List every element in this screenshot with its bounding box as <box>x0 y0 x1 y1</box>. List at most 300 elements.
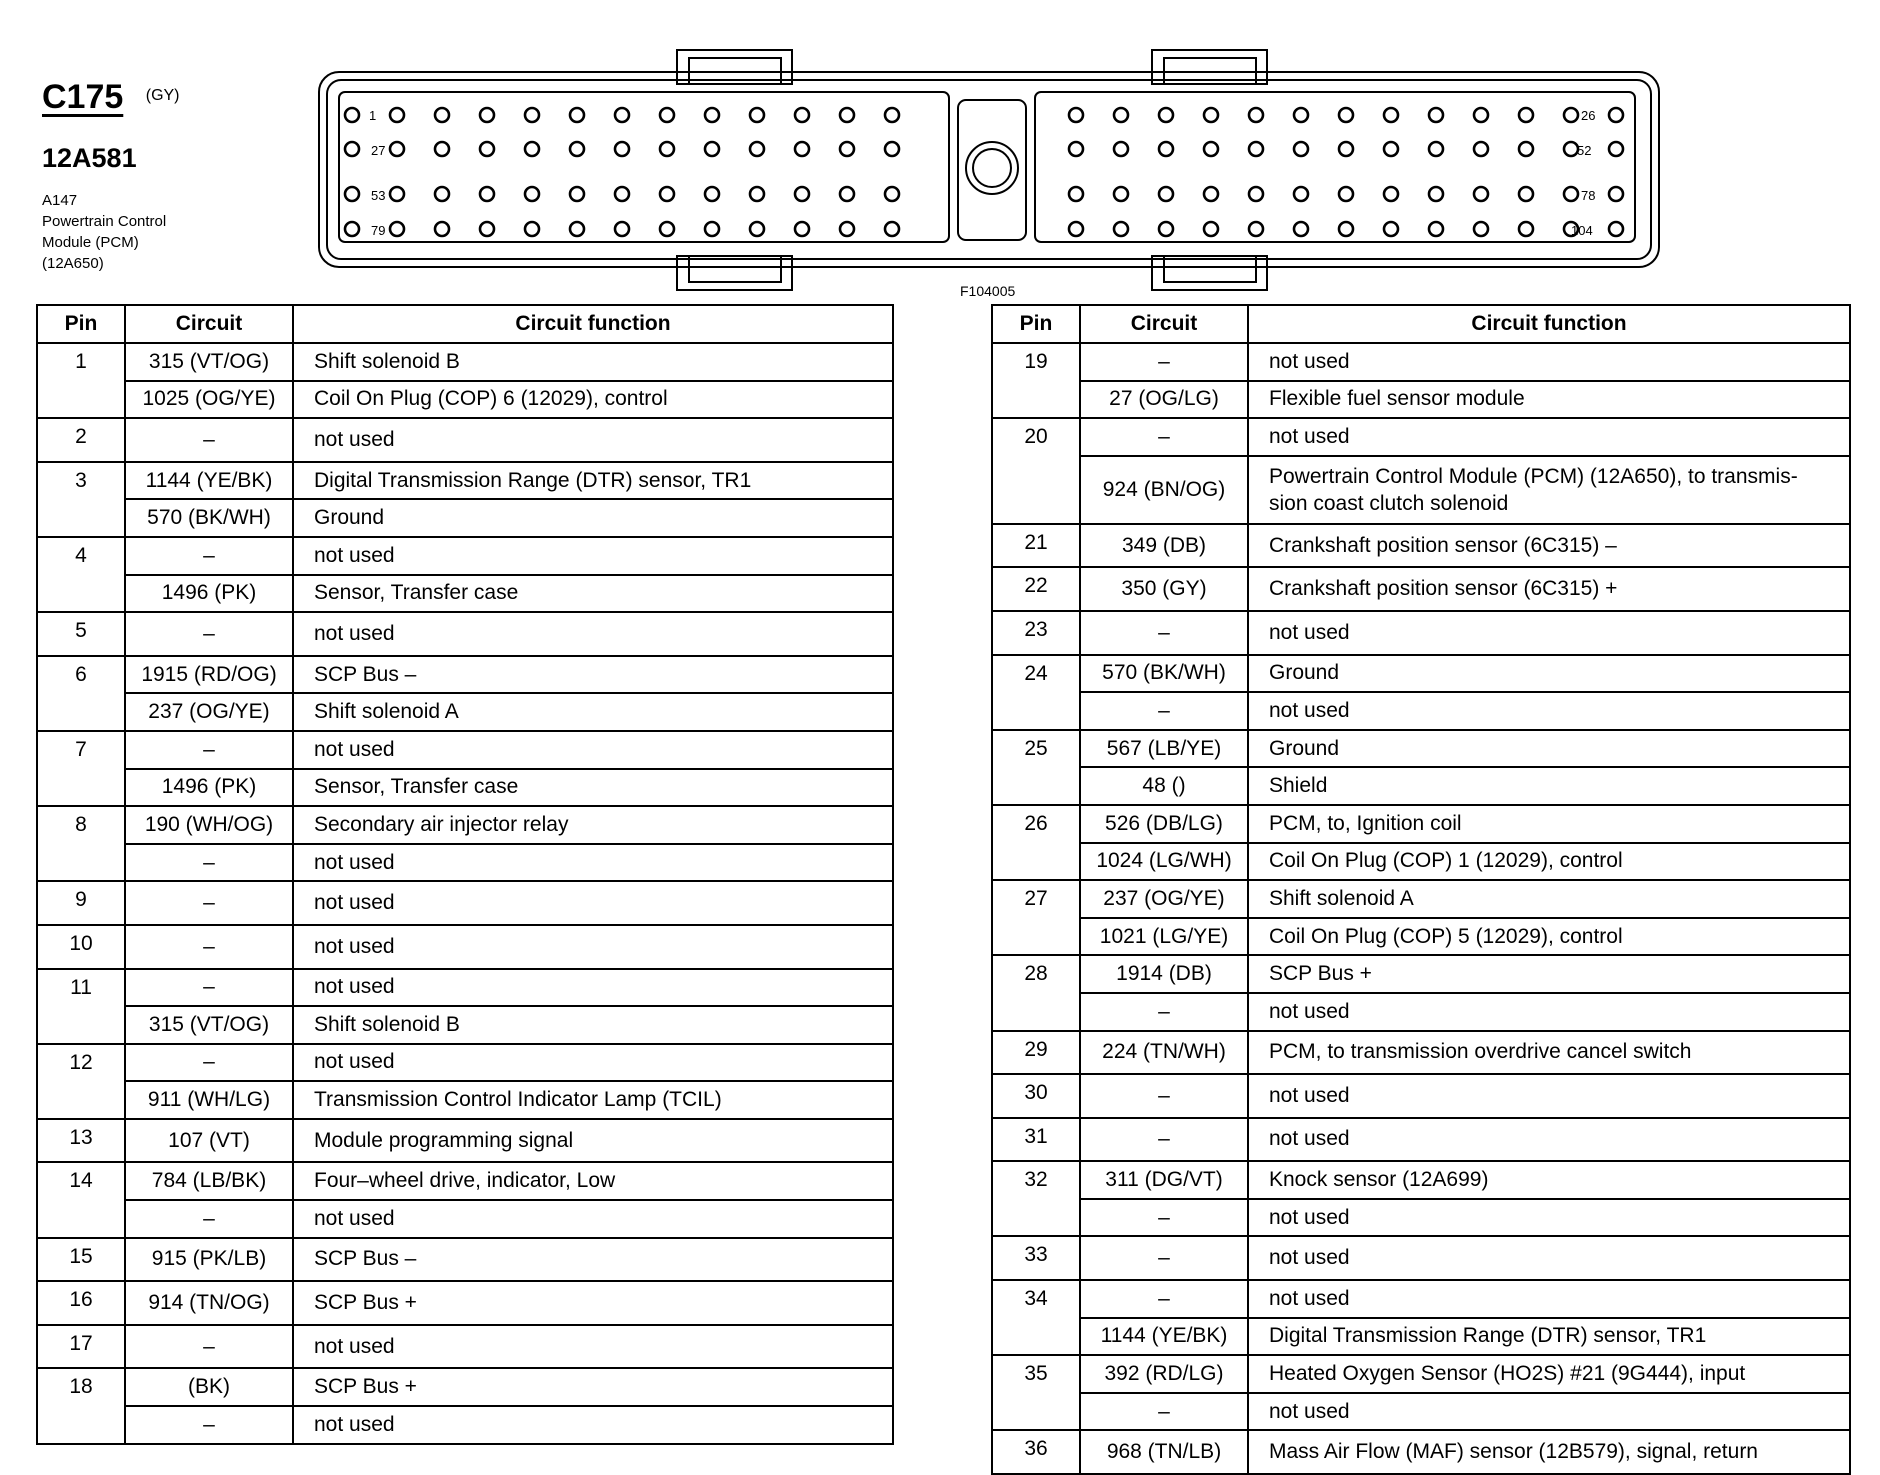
pin-hole <box>1069 222 1083 236</box>
table-row <box>37 806 893 844</box>
table-row <box>37 1368 893 1406</box>
pin-hole <box>390 187 404 201</box>
pin-number: 4 <box>37 537 125 612</box>
pin-hole <box>1564 142 1578 156</box>
table-row <box>37 769 893 807</box>
pin-holes <box>345 108 1623 236</box>
table-row <box>37 499 893 537</box>
connector-id: C175 <box>42 78 124 116</box>
pin-hole <box>840 187 854 201</box>
pin-hole <box>1114 187 1128 201</box>
pin-hole <box>525 108 539 122</box>
pin-number: 18 <box>37 1368 125 1443</box>
pin-number: 19 <box>992 343 1080 418</box>
pin-hole <box>1474 142 1488 156</box>
circuit-cell: 915 (PK/LB) <box>125 1238 293 1282</box>
circuit-function-cell: not used <box>1248 343 1850 381</box>
pin-hole <box>1159 108 1173 122</box>
pin-hole <box>1429 142 1443 156</box>
pin-hole <box>660 108 674 122</box>
pin-hole <box>660 187 674 201</box>
circuit-cell: 1496 (PK) <box>125 575 293 613</box>
pin-hole <box>750 142 764 156</box>
pin-number: 22 <box>992 567 1080 611</box>
figure-id: F104005 <box>960 283 1016 299</box>
pin-hole <box>705 222 719 236</box>
table-row <box>37 656 893 694</box>
table-row <box>992 456 1850 524</box>
circuit-cell: – <box>1080 1236 1248 1280</box>
table-row <box>992 611 1850 655</box>
circuit-cell: (BK) <box>125 1368 293 1406</box>
pin-label-27: 27 <box>371 143 386 158</box>
pin-hole <box>1339 142 1353 156</box>
circuit-function-cell: Sensor, Transfer case <box>293 575 893 613</box>
circuit-cell: 315 (VT/OG) <box>125 1006 293 1044</box>
circuit-function-cell: Shift solenoid B <box>293 343 893 381</box>
circuit-cell: 1915 (RD/OG) <box>125 656 293 694</box>
table-row <box>992 1430 1850 1474</box>
table-row <box>992 655 1850 693</box>
circuit-cell: 570 (BK/WH) <box>125 499 293 537</box>
pin-number: 32 <box>992 1161 1080 1236</box>
circuit-function-cell: not used <box>293 418 893 462</box>
pin-hole <box>615 222 629 236</box>
pin-hole <box>840 222 854 236</box>
circuit-cell: – <box>125 612 293 656</box>
pin-hole <box>1339 222 1353 236</box>
circuit-cell: 1496 (PK) <box>125 769 293 807</box>
circuit-function-cell: Transmission Control Indicator Lamp (TCIL) <box>293 1081 893 1119</box>
circuit-function-cell: not used <box>1248 1118 1850 1162</box>
table-row <box>37 343 893 381</box>
pin-hole <box>345 142 359 156</box>
table-row <box>992 1118 1850 1162</box>
pin-number: 33 <box>992 1236 1080 1280</box>
pin-number: 7 <box>37 731 125 806</box>
pin-hole <box>1474 108 1488 122</box>
circuit-function-cell: not used <box>293 881 893 925</box>
pin-hole <box>345 108 359 122</box>
pin-hole <box>1294 187 1308 201</box>
pin-number: 3 <box>37 462 125 537</box>
table-row <box>992 1236 1850 1280</box>
pin-hole <box>795 222 809 236</box>
pin-hole <box>1429 187 1443 201</box>
pin-table-left <box>36 304 894 1445</box>
circuit-cell: 107 (VT) <box>125 1119 293 1163</box>
pin-hole <box>1159 142 1173 156</box>
circuit-cell: 924 (BN/OG) <box>1080 456 1248 524</box>
circuit-function-cell: Digital Transmission Range (DTR) sensor, TR1 <box>1248 1318 1850 1356</box>
connector-header <box>42 78 180 274</box>
pin-hole <box>885 222 899 236</box>
pin-hole <box>390 222 404 236</box>
table-row <box>37 1006 893 1044</box>
pin-hole <box>885 108 899 122</box>
pin-hole <box>1474 187 1488 201</box>
table-row <box>37 925 893 969</box>
pin-number: 2 <box>37 418 125 462</box>
circuit-cell: 315 (VT/OG) <box>125 343 293 381</box>
circuit-function-cell: not used <box>293 612 893 656</box>
pin-hole <box>1384 108 1398 122</box>
pin-hole <box>1069 142 1083 156</box>
pin-hole <box>435 142 449 156</box>
circuit-function-cell: not used <box>293 1406 893 1444</box>
circuit-function-cell: not used <box>293 1044 893 1082</box>
table-row <box>37 1325 893 1369</box>
pin-number: 30 <box>992 1074 1080 1118</box>
table-row <box>37 693 893 731</box>
pin-hole <box>480 142 494 156</box>
circuit-function-cell: Ground <box>1248 655 1850 693</box>
pin-hole <box>1159 222 1173 236</box>
pin-number: 10 <box>37 925 125 969</box>
pin-hole <box>615 142 629 156</box>
circuit-cell: – <box>1080 993 1248 1031</box>
pin-hole <box>570 108 584 122</box>
circuit-function-cell: Coil On Plug (COP) 5 (12029), control <box>1248 918 1850 956</box>
circuit-cell: 784 (LB/BK) <box>125 1162 293 1200</box>
table-header-row <box>992 305 1850 343</box>
circuit-function-cell: PCM, to, Ignition coil <box>1248 805 1850 843</box>
pin-hole <box>390 108 404 122</box>
pin-number: 31 <box>992 1118 1080 1162</box>
function-header: Circuit function <box>1248 305 1850 343</box>
pin-hole <box>570 187 584 201</box>
pin-hole <box>480 222 494 236</box>
table-row <box>992 418 1850 456</box>
pin-hole <box>750 108 764 122</box>
circuit-cell: 237 (OG/YE) <box>125 693 293 731</box>
table-row <box>37 1162 893 1200</box>
pin-hole <box>1114 222 1128 236</box>
pin-hole <box>1249 187 1263 201</box>
circuit-cell: – <box>1080 1118 1248 1162</box>
table-row <box>992 955 1850 993</box>
pin-hole <box>1204 222 1218 236</box>
pin-hole <box>705 108 719 122</box>
pin-hole <box>435 222 449 236</box>
pin-number: 16 <box>37 1281 125 1325</box>
pin-hole <box>885 187 899 201</box>
circuit-cell: 350 (GY) <box>1080 567 1248 611</box>
pin-number: 34 <box>992 1280 1080 1355</box>
table-row <box>37 881 893 925</box>
pin-hole <box>1114 142 1128 156</box>
pin-hole <box>1249 142 1263 156</box>
pin-hole <box>525 222 539 236</box>
circuit-function-cell: not used <box>293 1325 893 1369</box>
circuit-cell: – <box>125 1325 293 1369</box>
circuit-cell: – <box>125 731 293 769</box>
circuit-function-cell: Knock sensor (12A699) <box>1248 1161 1850 1199</box>
table-row <box>37 1281 893 1325</box>
table-row <box>992 1074 1850 1118</box>
circuit-cell: 48 () <box>1080 767 1248 805</box>
pin-hole <box>1204 142 1218 156</box>
pin-hole <box>345 222 359 236</box>
circuit-function-cell: Sensor, Transfer case <box>293 769 893 807</box>
circuit-cell: – <box>125 1406 293 1444</box>
pin-number: 27 <box>992 880 1080 955</box>
circuit-function-cell: not used <box>1248 692 1850 730</box>
pin-number: 17 <box>37 1325 125 1369</box>
pin-hole <box>1474 222 1488 236</box>
circuit-cell: 567 (LB/YE) <box>1080 730 1248 768</box>
circuit-cell: 1914 (DB) <box>1080 955 1248 993</box>
pin-hole <box>1339 108 1353 122</box>
pin-hole <box>1249 108 1263 122</box>
pin-label-104: 104 <box>1571 223 1593 238</box>
pin-number: 23 <box>992 611 1080 655</box>
pin-hole <box>435 187 449 201</box>
circuit-function-cell: Four–wheel drive, indicator, Low <box>293 1162 893 1200</box>
pin-number: 14 <box>37 1162 125 1237</box>
circuit-function-cell: Flexible fuel sensor module <box>1248 381 1850 419</box>
pin-hole <box>1429 108 1443 122</box>
circuit-function-cell: Shift solenoid A <box>1248 880 1850 918</box>
table-row <box>992 524 1850 568</box>
table-row <box>37 381 893 419</box>
pin-hole <box>390 142 404 156</box>
table-row <box>992 918 1850 956</box>
function-line: sion coast clutch solenoid <box>1269 491 1509 515</box>
circuit-function-cell: Heated Oxygen Sensor (HO2S) #21 (9G444), input <box>1248 1355 1850 1393</box>
circuit-cell: – <box>1080 692 1248 730</box>
pin-number: 9 <box>37 881 125 925</box>
pin-hole <box>660 142 674 156</box>
pin-hole <box>1564 187 1578 201</box>
table-row <box>37 612 893 656</box>
pin-hole <box>1609 142 1623 156</box>
component-line: Powertrain Control <box>42 213 167 230</box>
table-row <box>992 343 1850 381</box>
table-row <box>37 844 893 882</box>
pin-hole <box>750 222 764 236</box>
table-row <box>37 537 893 575</box>
circuit-function-cell: SCP Bus – <box>293 656 893 694</box>
circuit-function-cell: not used <box>1248 1280 1850 1318</box>
table-row <box>992 730 1850 768</box>
pin-hole <box>1429 222 1443 236</box>
pin-number: 8 <box>37 806 125 881</box>
pin-hole <box>1519 187 1533 201</box>
table-row <box>992 767 1850 805</box>
pin-hole <box>660 222 674 236</box>
circuit-function-cell: Secondary air injector relay <box>293 806 893 844</box>
circuit-cell: – <box>125 537 293 575</box>
pin-hole <box>1294 142 1308 156</box>
table-row <box>37 1406 893 1444</box>
pin-hole <box>615 187 629 201</box>
pin-hole <box>795 142 809 156</box>
circuit-cell: 237 (OG/YE) <box>1080 880 1248 918</box>
table-row <box>992 1199 1850 1237</box>
circuit-function-cell: SCP Bus + <box>293 1368 893 1406</box>
pin-hole <box>1114 108 1128 122</box>
pin-hole <box>1204 108 1218 122</box>
circuit-function-cell: Shift solenoid B <box>293 1006 893 1044</box>
pin-hole <box>1294 222 1308 236</box>
circuit-function-cell: not used <box>1248 1199 1850 1237</box>
pin-hole <box>885 142 899 156</box>
pin-label-78: 78 <box>1581 188 1596 203</box>
circuit-function-cell: Crankshaft position sensor (6C315) + <box>1248 567 1850 611</box>
table-row <box>992 1393 1850 1431</box>
circuit-cell: – <box>1080 1280 1248 1318</box>
pin-hole <box>1519 108 1533 122</box>
table-row <box>37 731 893 769</box>
table-row <box>992 1318 1850 1356</box>
circuit-header: Circuit <box>1080 305 1248 343</box>
pin-hole <box>480 108 494 122</box>
function-line: Powertrain Control Module (PCM) (12A650), to transmis- <box>1269 464 1798 488</box>
table-row <box>992 805 1850 843</box>
component-line: (12A650) <box>42 255 104 272</box>
pin-hole <box>1384 222 1398 236</box>
circuit-function-cell: not used <box>1248 1236 1850 1280</box>
circuit-cell: – <box>125 1200 293 1238</box>
table-row <box>992 381 1850 419</box>
connector-face-diagram <box>315 48 1675 292</box>
circuit-function-cell: not used <box>293 969 893 1007</box>
circuit-cell: 27 (OG/LG) <box>1080 381 1248 419</box>
pin-hole <box>1609 108 1623 122</box>
pin-hole <box>1204 187 1218 201</box>
pin-hole <box>1249 222 1263 236</box>
part-number: 12A581 <box>42 143 137 173</box>
pin-hole <box>1069 108 1083 122</box>
pin-hole <box>1384 187 1398 201</box>
table-row <box>992 843 1850 881</box>
table-row <box>992 993 1850 1031</box>
circuit-function-cell: not used <box>1248 993 1850 1031</box>
pin-hole <box>1069 187 1083 201</box>
circuit-function-cell: SCP Bus + <box>1248 955 1850 993</box>
table-row <box>992 880 1850 918</box>
table-row <box>37 1044 893 1082</box>
circuit-function-cell: not used <box>1248 418 1850 456</box>
table-row <box>37 1200 893 1238</box>
pin-hole <box>570 142 584 156</box>
component-line: A147 <box>42 192 78 209</box>
circuit-function-cell: not used <box>293 925 893 969</box>
circuit-cell: – <box>1080 1393 1248 1431</box>
component-description <box>42 190 180 274</box>
circuit-cell: 968 (TN/LB) <box>1080 1430 1248 1474</box>
pin-number: 21 <box>992 524 1080 568</box>
pin-hole <box>1564 108 1578 122</box>
component-line: Module (PCM) <box>42 234 139 251</box>
circuit-cell: – <box>125 969 293 1007</box>
table-row <box>37 575 893 613</box>
pin-number: 15 <box>37 1238 125 1282</box>
circuit-cell: – <box>125 844 293 882</box>
circuit-cell: – <box>1080 1199 1248 1237</box>
circuit-cell: – <box>125 1044 293 1082</box>
circuit-cell: – <box>125 881 293 925</box>
pin-number: 36 <box>992 1430 1080 1474</box>
connector-color: (GY) <box>145 87 180 104</box>
pin-hole <box>705 187 719 201</box>
circuit-function-cell: not used <box>1248 1074 1850 1118</box>
circuit-function-cell: not used <box>293 1200 893 1238</box>
pin-hole <box>795 108 809 122</box>
pin-label-52: 52 <box>1577 143 1592 158</box>
circuit-cell: 349 (DB) <box>1080 524 1248 568</box>
table-row <box>37 1081 893 1119</box>
circuit-function-cell: Ground <box>293 499 893 537</box>
circuit-cell: 570 (BK/WH) <box>1080 655 1248 693</box>
pin-hole <box>525 187 539 201</box>
pin-hole <box>525 142 539 156</box>
pin-number: 1 <box>37 343 125 418</box>
table-header-row <box>37 305 893 343</box>
circuit-function-cell: Coil On Plug (COP) 6 (12029), control <box>293 381 893 419</box>
pin-number: 6 <box>37 656 125 731</box>
table-row <box>992 1031 1850 1075</box>
pin-hole <box>435 108 449 122</box>
circuit-cell: – <box>1080 418 1248 456</box>
pin-number: 35 <box>992 1355 1080 1430</box>
pin-hole <box>480 187 494 201</box>
circuit-function-cell: not used <box>1248 611 1850 655</box>
pin-label-53: 53 <box>371 188 386 203</box>
circuit-cell: 311 (DG/VT) <box>1080 1161 1248 1199</box>
pin-hole <box>345 187 359 201</box>
table-row <box>992 1161 1850 1199</box>
pin-number: 5 <box>37 612 125 656</box>
circuit-cell: – <box>125 925 293 969</box>
pin-table-right <box>991 304 1851 1475</box>
circuit-cell: 1144 (YE/BK) <box>125 462 293 500</box>
table-row <box>992 1280 1850 1318</box>
pin-hole <box>1159 187 1173 201</box>
table-row <box>37 462 893 500</box>
circuit-function-cell: Coil On Plug (COP) 1 (12029), control <box>1248 843 1850 881</box>
pin-hole <box>1519 142 1533 156</box>
circuit-cell: 224 (TN/WH) <box>1080 1031 1248 1075</box>
pin-number: 26 <box>992 805 1080 880</box>
circuit-function-cell: not used <box>293 844 893 882</box>
pin-hole <box>795 187 809 201</box>
pin-number: 24 <box>992 655 1080 730</box>
pin-header: Pin <box>37 305 125 343</box>
circuit-function-cell: not used <box>1248 1393 1850 1431</box>
pin-hole <box>1339 187 1353 201</box>
table-row <box>37 1238 893 1282</box>
circuit-function-cell: not used <box>293 731 893 769</box>
pin-number: 20 <box>992 418 1080 524</box>
circuit-cell: 1025 (OG/YE) <box>125 381 293 419</box>
circuit-cell: 1024 (LG/WH) <box>1080 843 1248 881</box>
function-header: Circuit function <box>293 305 893 343</box>
circuit-cell: 190 (WH/OG) <box>125 806 293 844</box>
pin-number: 25 <box>992 730 1080 805</box>
pin-hole <box>1384 142 1398 156</box>
circuit-cell: 911 (WH/LG) <box>125 1081 293 1119</box>
pin-hole <box>1294 108 1308 122</box>
pin-hole <box>615 108 629 122</box>
pin-number: 13 <box>37 1119 125 1163</box>
table-row <box>37 1119 893 1163</box>
pin-label-1: 1 <box>369 108 377 123</box>
pin-hole <box>1519 222 1533 236</box>
pin-hole <box>750 187 764 201</box>
circuit-cell: 526 (DB/LG) <box>1080 805 1248 843</box>
